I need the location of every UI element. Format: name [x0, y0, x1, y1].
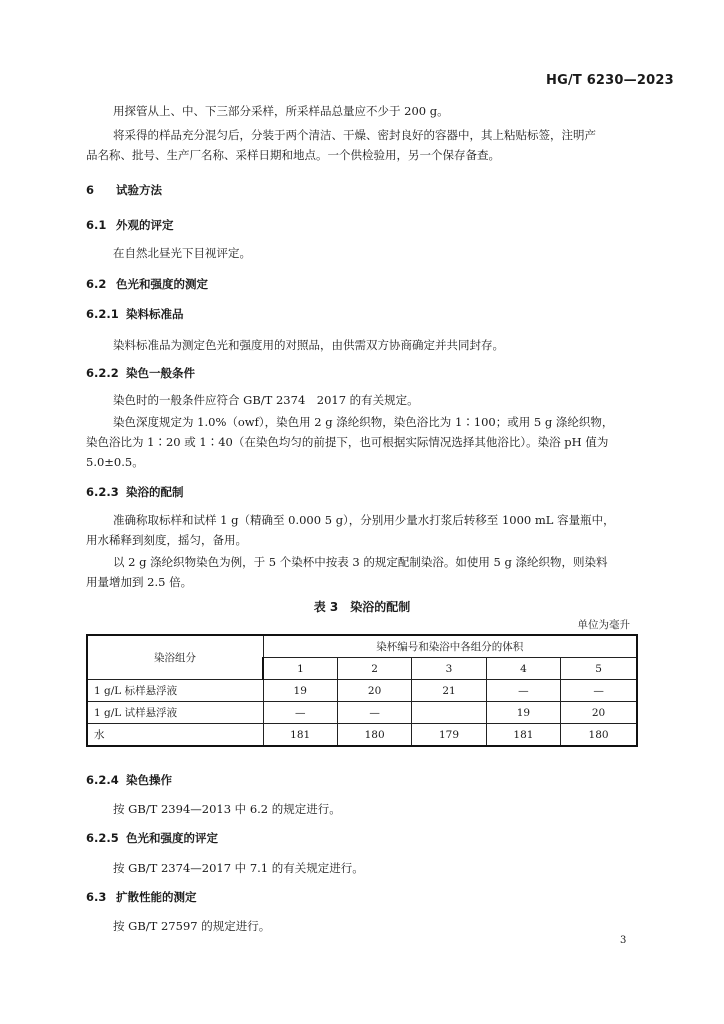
- section-6-2-3-line1: 准确称取标样和试样 1 g（精确至 0.000 5 g），分别用少量水打浆后转移至 1000 mL 容量瓶中，: [113, 513, 615, 527]
- section-heading-6-2: 6.2 色光和强度的测定: [86, 277, 208, 291]
- header-cup-volumes: 染杯编号和染浴中各组分的体积: [263, 635, 637, 658]
- section-heading-6-2-4: 6.2.4 染色操作: [86, 773, 172, 787]
- section-6-2-3-line2: 用水稀释到刻度，摇匀，备用。: [86, 533, 247, 547]
- table-row: [87, 680, 637, 702]
- table-header-row: [87, 635, 637, 658]
- section-6-2-4-text: 按 GB/T 2394—2013 中 6.2 的规定进行。: [113, 802, 341, 816]
- table-row: [87, 724, 637, 747]
- table-cell: 19: [263, 680, 337, 702]
- paragraph-packaging-line1: 将采得的样品充分混匀后，分装于两个清洁、干燥、密封良好的容器中，其上粘贴标签，注明产: [113, 128, 596, 142]
- header-bath-component: 染浴组分: [87, 635, 263, 680]
- table-cell: 180: [561, 724, 637, 747]
- table-cell: —: [561, 680, 637, 702]
- section-6-2-2-line1: 染色时的一般条件应符合 GB/T 2374 2017 的有关规定。: [113, 393, 419, 407]
- standard-code: HG/T 6230—2023: [546, 73, 674, 88]
- table-caption: 表 3 染浴的配制: [313, 600, 411, 614]
- section-6-1-text: 在自然北昼光下目视评定。: [113, 246, 251, 260]
- section-heading-6: 6 试验方法: [86, 183, 162, 197]
- row-label: 1 g/L 试样悬浮液: [87, 702, 263, 724]
- section-heading-6-2-5: 6.2.5 色光和强度的评定: [86, 831, 218, 845]
- cup-number: 1: [263, 658, 337, 680]
- table-cell: 180: [337, 724, 411, 747]
- section-heading-6-1: 6.1 外观的评定: [86, 218, 174, 232]
- table-cell: 19: [486, 702, 560, 724]
- table-cell: 181: [263, 724, 337, 747]
- table-cell: —: [337, 702, 411, 724]
- section-6-2-2-line3: 染色浴比为 1∶20 或 1∶40（在染色均匀的前提下，也可根据实际情况选择其他浴比）。染浴 pH 值为: [86, 435, 609, 449]
- table-cell: 179: [412, 724, 486, 747]
- table-row: [87, 702, 637, 724]
- table-cell: 21: [412, 680, 486, 702]
- section-6-2-3-line4: 用量增加到 2.5 倍。: [86, 575, 193, 589]
- table-cell: —: [486, 680, 560, 702]
- paragraph-packaging-line2: 品名称、批号、生产厂名称、采样日期和地点。一个供检验用，另一个保存备查。: [86, 148, 500, 162]
- section-heading-6-2-1: 6.2.1 染料标准品: [86, 307, 184, 321]
- cup-number: 3: [412, 658, 486, 680]
- section-6-2-2-line2: 染色深度规定为 1.0%（owf），染色用 2 g 涤纶织物，染色浴比为 1∶100；或用 5 g 涤纶织物，: [113, 415, 614, 429]
- table-cell: 20: [337, 680, 411, 702]
- dye-bath-table: [86, 634, 638, 747]
- section-heading-6-2-2: 6.2.2 染色一般条件: [86, 366, 195, 380]
- table-unit: 单位为毫升: [577, 619, 630, 631]
- row-label: 1 g/L 标样悬浮液: [87, 680, 263, 702]
- section-heading-6-3: 6.3 扩散性能的测定: [86, 890, 197, 904]
- table-cell: 20: [561, 702, 637, 724]
- table-cell: —: [263, 702, 337, 724]
- cup-number: 4: [486, 658, 560, 680]
- row-label: 水: [87, 724, 263, 747]
- section-6-2-1-text: 染料标准品为测定色光和强度用的对照品，由供需双方协商确定并共同封存。: [113, 338, 504, 352]
- section-6-2-5-text: 按 GB/T 2374—2017 中 7.1 的有关规定进行。: [113, 861, 364, 875]
- cup-number: 5: [561, 658, 637, 680]
- section-6-3-text: 按 GB/T 27597 的规定进行。: [113, 919, 271, 933]
- table-cell: [412, 702, 486, 724]
- section-heading-6-2-3: 6.2.3 染浴的配制: [86, 485, 184, 499]
- paragraph-sampling: 用探管从上、中、下三部分采样，所采样品总量应不少于 200 g。: [113, 104, 449, 118]
- table-cell: 181: [486, 724, 560, 747]
- page-number: 3: [620, 935, 627, 946]
- section-6-2-3-line3: 以 2 g 涤纶织物染色为例，于 5 个染杯中按表 3 的规定配制染浴。如使用 5 g 涤纶织物，则染料: [113, 555, 608, 569]
- cup-number: 2: [337, 658, 411, 680]
- section-6-2-2-line4: 5.0±0.5。: [86, 455, 144, 469]
